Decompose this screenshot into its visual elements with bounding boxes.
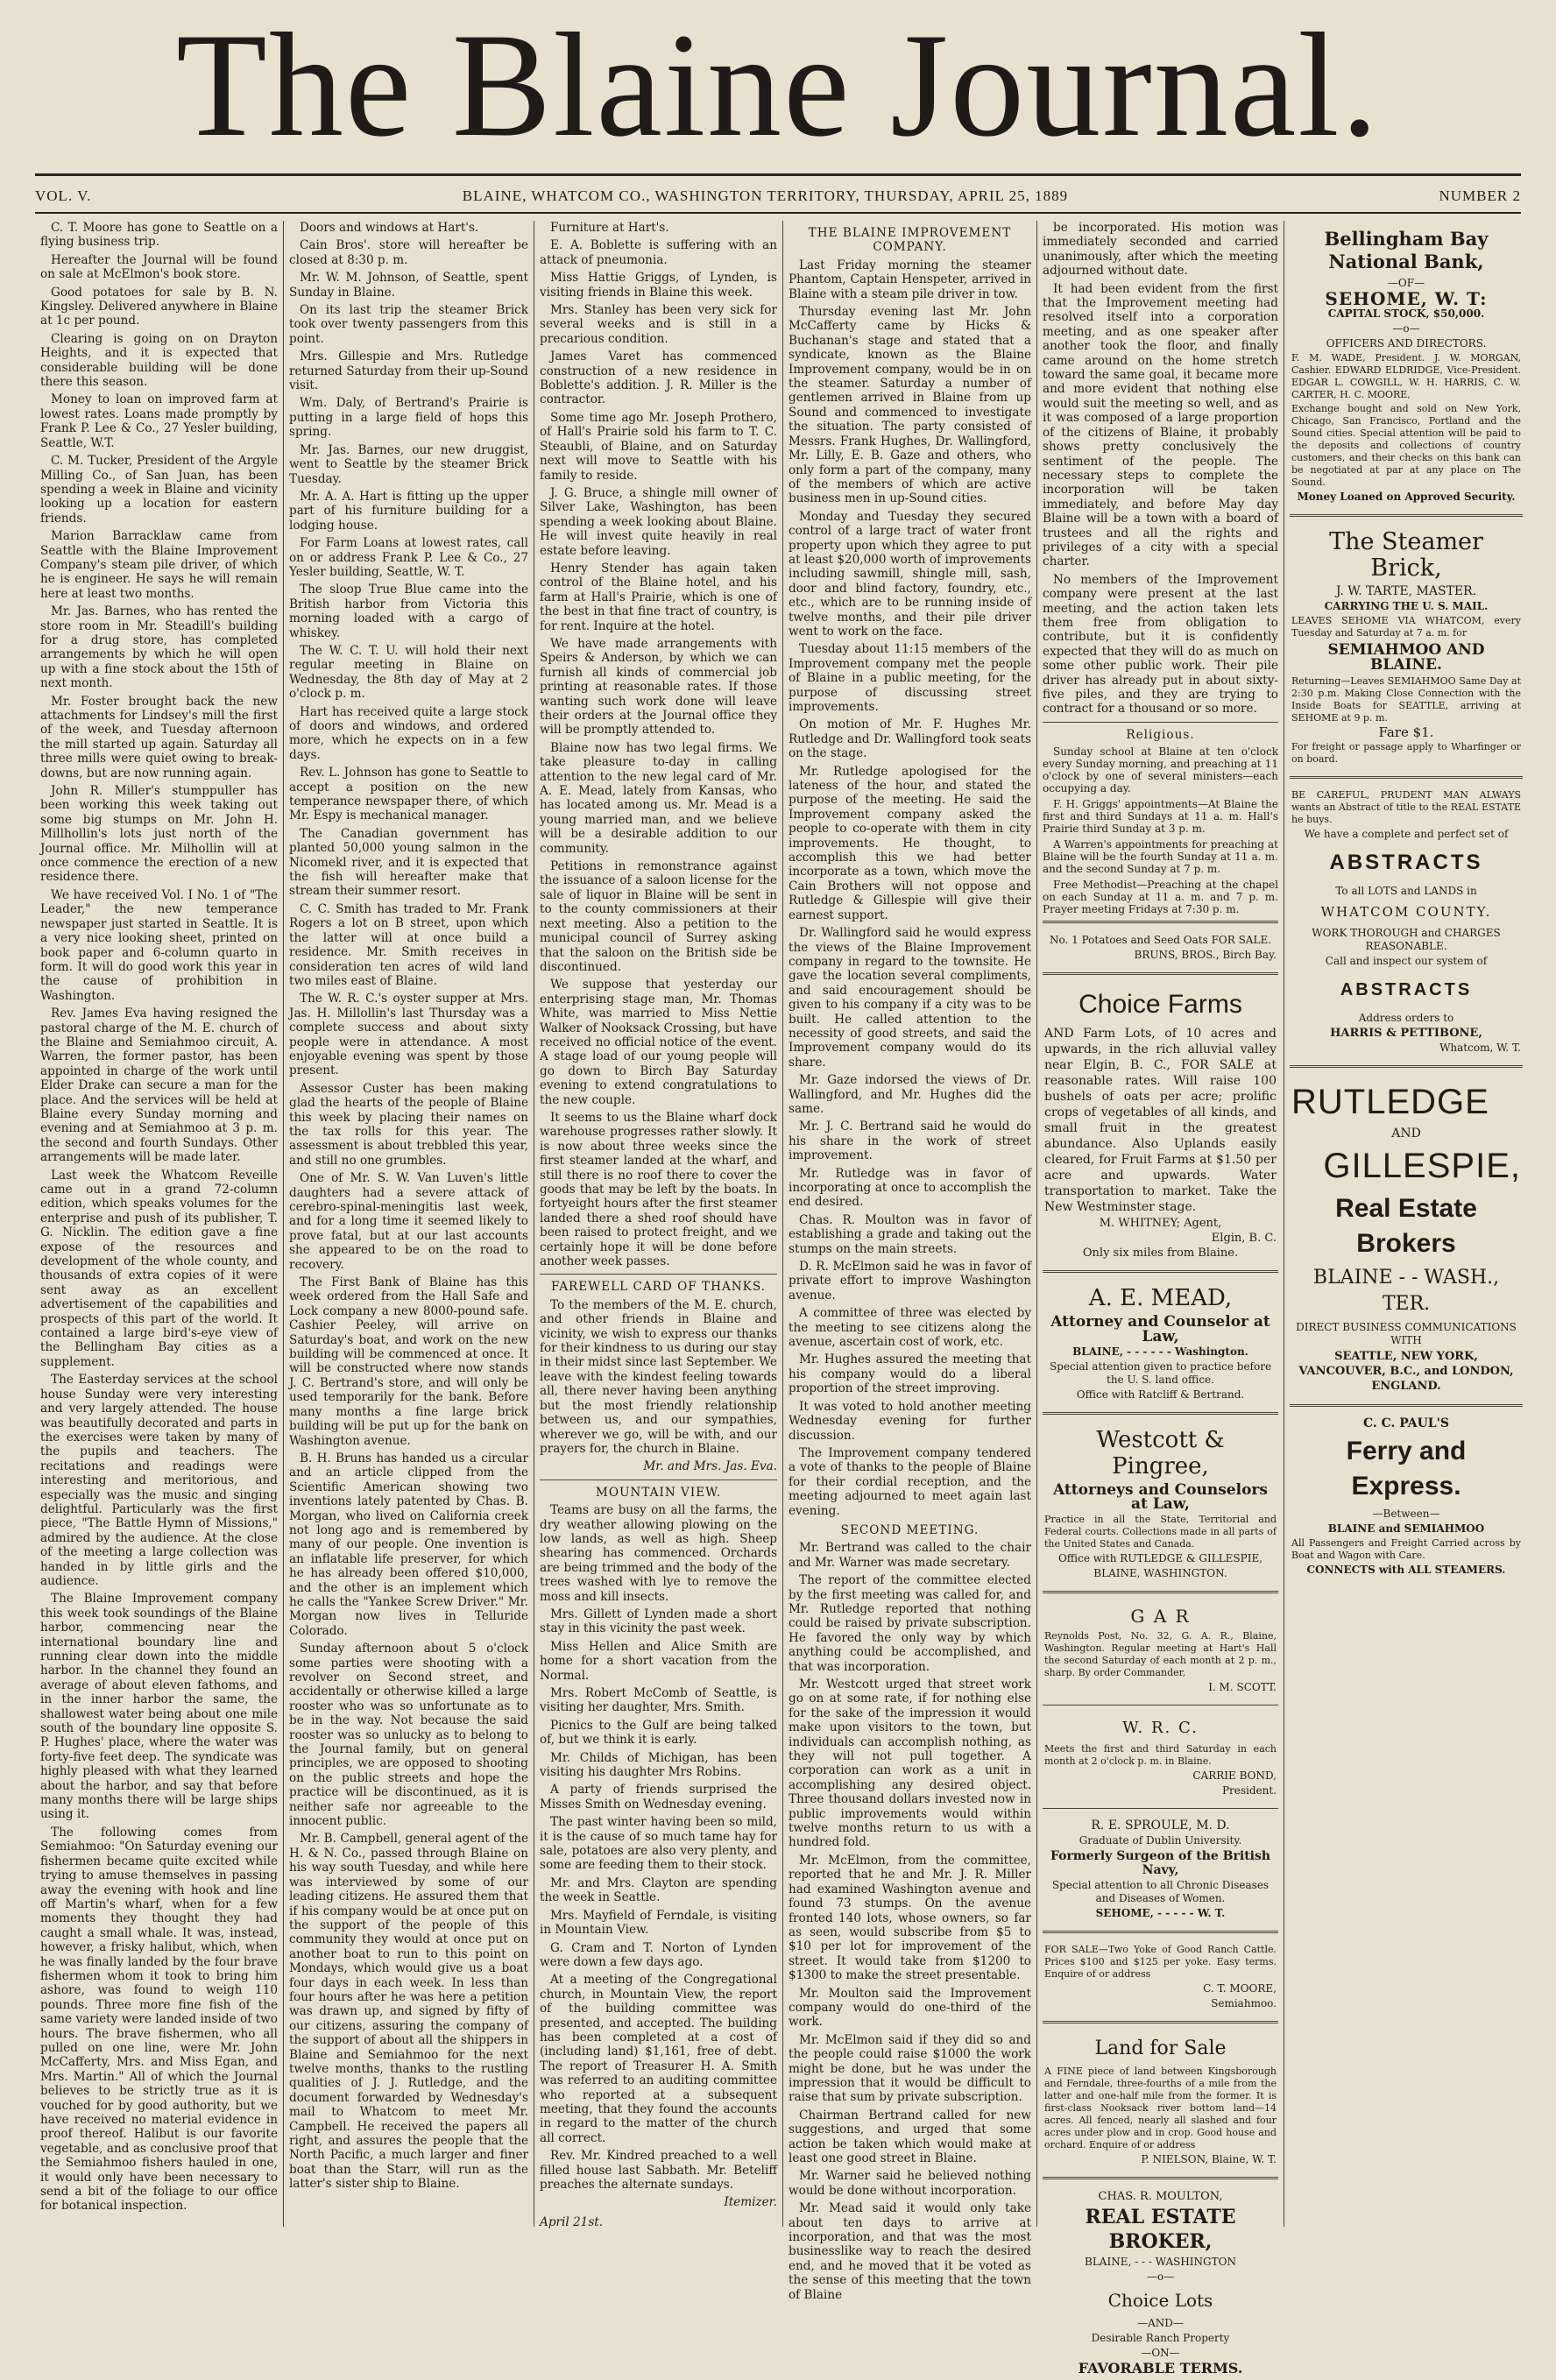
local-item: Clearing is going on on Drayton Heights, and it is expected that considerable building will be done there this season. xyxy=(40,331,278,390)
section-divider xyxy=(1043,1412,1278,1415)
abstracts-title: ABSTRACTS xyxy=(1329,851,1483,875)
article-paragraph: Mr. McElmon said if they did so and the people could raise $1000 the work might be done, but he was under the impression that it would be difficult to raise that sum by private subscription. xyxy=(789,2032,1031,2105)
paul-between: —Between— xyxy=(1372,1507,1440,1520)
mountain-view-item: Rev. Mr. Kindred preached to a well filled house last Sabbath. Mr. Beteliff preaches the alternate sundays. xyxy=(540,2149,777,2192)
local-item: The Easterday services at the school house Sunday were very interesting and very largely attended. The house was beautifully decorated and parts in the exercises were taken by many of the pupils and teachers. The recitations and readings were interesting and meritorious, and especially was the music and singing delightful. Particularly was the first piece, "The Battle Hymn of Missions," admired by the audience. At the close of the meeting a large collection was handed in by little girls and the audience. xyxy=(40,1373,278,1588)
moulton-card xyxy=(1043,2185,1278,2379)
article-paragraph: It was voted to hold another meeting Wednesday evening for further discussion. xyxy=(789,1399,1031,1443)
abstracts-work: WORK THOROUGH and CHARGES REASONABLE. xyxy=(1312,926,1501,952)
local-item: The sloop True Blue came into the British harbor from Victoria this morning loaded with a cargo of whiskey. xyxy=(289,583,528,640)
local-item: Miss Hattie Griggs, of Lynden, is visiting friends in Blaine this week. xyxy=(540,271,777,300)
local-item: Petitions in remonstrance against the issuance of a saloon license for the sale of liquor in Blaine will be sent in to the county commissioners at their next meeting. Also a petition to the municipal council of Surrey asking that the saloon on the British side be discontinued. xyxy=(540,859,777,974)
article-paragraph: Chas. R. Moulton was in favor of establishing a grade and taking out the stumps on the main streets. xyxy=(789,1212,1031,1256)
westcott-card xyxy=(1043,1420,1278,1585)
local-item: On its last trip the steamer Brick took over twenty passengers from this point. xyxy=(289,303,528,346)
land-signature: P. NIELSON, Blaine, W. T. xyxy=(1141,2153,1277,2166)
section-divider xyxy=(540,1274,777,1275)
bank-capital: CAPITAL STOCK, $50,000. xyxy=(1327,307,1485,321)
volume-label: VOL. V. xyxy=(35,187,92,204)
bank-officers-heading: OFFICERS AND DIRECTORS. xyxy=(1326,337,1487,350)
local-item: Doors and windows at Hart's. xyxy=(300,221,479,235)
moulton-on: —ON— xyxy=(1141,2347,1180,2360)
moulton-terms: FAVORABLE TERMS. xyxy=(1078,2360,1243,2377)
mountain-view-item: At a meeting of the Congregational church, in Mountain View, the report of the building committee was presented, and accepted. The building has been completed at a cost of (including land) $1,161, free of debt. The report of Treasurer H. A. Smith was referred to an auditing committee who reported at a subsequent meeting, that they found the accounts in regard to the matter of the church all correct. xyxy=(540,1973,777,2145)
column-1 xyxy=(35,221,284,2227)
local-item: Good potatoes for sale by B. N. Kingsley. Delivered anywhere in Blaine at 1c per pound. xyxy=(40,285,278,328)
mountain-view-item: G. Cram and T. Norton of Lynden were down a few days ago. xyxy=(540,1940,777,1969)
rg-place: BLAINE - - WASH., TER. xyxy=(1312,1266,1500,1315)
local-item: Mr. A. A. Hart is fitting up the upper part of his furniture building for a lodging house. xyxy=(289,489,528,533)
local-item: The W. C. T. U. will hold their next regular meeting in Blaine on Wednesday, the 8th day of May at 2 o'clock p. m. xyxy=(289,643,528,702)
choice-farms-agent: M. WHITNEY; Agent, xyxy=(1099,1217,1222,1231)
local-item: Hart has received quite a large stock of doors and windows, and ordered more, which he expects on in a few days. xyxy=(289,704,528,762)
card-of-thanks-text: To the members of the M. E. church, and other friends in Blaine and vicinity, we wish to express our thanks for their kindness to us during our stay in their midst since last September. We leave with the kindest feeling towards all, there never having been anything but the most friendly relationship between us, and our sympathies, wherever we go, will be with, and our prayers for, the church in Blaine. xyxy=(540,1297,777,1456)
local-item: One of Mr. S. W. Van Luven's little daughters had a severe attack of cerebro-spinal-meningitis last week, and for a long time it seemed likely to prove fatal, but at our last accounts she appeared to be on the road to recovery. xyxy=(289,1171,528,1272)
masthead-rule-top xyxy=(35,173,1521,176)
wrc-signature-name: CARRIE BOND, xyxy=(1192,1769,1277,1782)
local-item: Mrs. Stanley has been very sick for several weeks and is still in a precarious condition. xyxy=(540,303,777,346)
bank-text: Exchange bought and sold on New York, Chicago, San Francisco, Portland and the Sound cities. Special attention will be paid to the deposits and collections of country customers, and their checks on this bank can be negotiated at par at any place on The Sound. xyxy=(1291,403,1521,489)
bank-of: —OF— xyxy=(1387,277,1425,289)
masthead-rule-bottom xyxy=(35,212,1521,214)
local-item: C. T. Moore has gone to Seattle on a flying business trip. xyxy=(40,221,278,250)
column-2 xyxy=(284,221,534,2227)
religious-heading: Religious. xyxy=(1126,727,1195,742)
choice-farms-title: Choice Farms xyxy=(1079,990,1242,1020)
mountain-view-signature: Itemizer. xyxy=(724,2195,777,2210)
paul-connect: CONNECTS with ALL STEAMERS. xyxy=(1306,1563,1506,1576)
local-item: Money to loan on improved farm at lowest rates. Loans made promptly by Frank P. Lee & Co., 27 Yesler building, Seattle, W.T. xyxy=(40,392,278,450)
abstracts-firm: HARRIS & PETTIBONE, xyxy=(1330,1026,1482,1040)
mountain-view-item: The past winter having been so mild, it is the cause of so much tame hay for sale, potatoes are also very plenty, and some are feeding them to their stock. xyxy=(540,1815,777,1873)
section-divider xyxy=(1290,514,1523,517)
abstracts-address: Address orders to xyxy=(1358,1011,1454,1024)
local-item: The Canadian government has planted 50,000 young salmon in the Nicomekl river, and it is expected that the fish will hereafter make that stream their summer resort. xyxy=(289,826,528,899)
local-item: Henry Stender has again taken control of the Blaine hotel, and his farm at Hall's Prairie, which is one of the best in that fine tract of country, is for rent. Inquire at the hotel. xyxy=(540,561,777,633)
westcott-place: BLAINE, WASHINGTON. xyxy=(1093,1566,1227,1579)
local-item: B. H. Bruns has handed us a circular and an article clipped from the Scientific American showing two inventions lately patented by Chas. B. Morgan, who lived on California creek not long ago and is remembered by many of our people. One invention is an inflatable life preserver, for which he has already been offered $10,000, and the other is an implement which he calls the "Yankee Screw Driver." Mr. Morgan now lives in Telluride Colorado. xyxy=(289,1451,528,1638)
local-item: Hereafter the Journal will be found on sale at McElmon's book store. xyxy=(40,252,278,282)
wrc-notice xyxy=(1043,1711,1278,1802)
mountain-view-item: Mr. and Mrs. Clayton are spending the week in Seattle. xyxy=(540,1875,777,1905)
choice-farms-text: AND Farm Lots, of 10 acres and upwards, in the rich alluvial valley near Elgin, B. C., FOR SALE at reasonable rates. Will raise 100 bushels of oats per acre; prolific crops of vegetables of all kinds, and small fruit in the greatest abundance. Also Uplands easily cleared, for Fruit Farms at $1.50 per acre and upwards. Water transportation to market. Take the New Westminster stage. xyxy=(1044,1027,1277,1215)
rg-direct: DIRECT BUSINESS COMMUNICATIONS WITH xyxy=(1296,1320,1517,1346)
article-paragraph: Mr. Bertrand was called to the chair and Mr. Warner was made secretary. xyxy=(789,1541,1031,1570)
gar-title: G A R xyxy=(1130,1605,1191,1627)
rg-title: Real Estate Brokers xyxy=(1335,1193,1477,1258)
rg-cities: SEATTLE, NEW YORK, VANCOUVER, B.C., and LONDON, ENGLAND. xyxy=(1298,1349,1514,1393)
local-item: Last week the Whatcom Reveille came out in a grand 72-column edition, which speaks volumes for the enterprise and push of its publisher, T. G. Nicklin. The edition gave a fine expose of the resources and development of the whole county, and thousands of extra copies of it were sent away as an excellent advertisement of the capabilities and prospects of this part of the world. It contained a large bird's-eye view of the Bellingham Bay cities as a supplement. xyxy=(40,1168,278,1369)
wrc-text: Meets the first and third Saturday in each month at 2 o'clock p. m. in Blaine. xyxy=(1044,1742,1277,1767)
bank-place: SEHOME, W. T: xyxy=(1325,288,1488,309)
article-paragraph: Monday and Tuesday they secured control of a large tract of water front property upon which they agree to put at least $20,000 worth of improvements including sawmill, shingle mill, sash, door and blind factory, foundry, etc., etc., which are to be running inside of twelve months, and their pile driver went to work on the face. xyxy=(789,509,1031,639)
sproule-name: R. E. SPROULE, M. D. xyxy=(1091,1818,1230,1833)
local-item: C. M. Tucker, President of the Argyle Milling Co., of San Juan, has been spending a week in Blaine and vicinity looking up a location for eastern friends. xyxy=(40,454,278,526)
local-item: Mr. B. Campbell, general agent of the H. & N. Co., passed through Blaine on his way south Tuesday, and while here was interviewed by some of our leading citizens. He assured them that if his company would be at once put on the support of the people of this community they would at once put on another boat to run to this point on Mondays, which would give us a boat four days in each week. In less than four hours after he was here a petition was drawn up, and signed by fifty of our citizens, assuring the company of the support of about all the shippers in Blaine and Semiahmoo for the next twelve months, thanks to the rustling qualities of J. J. Rutledge, and the document forwarded by Wednesday's mail to Whatcom to meet Mr. Campbell. He received the papers all right, and assures the people that the North Pacific, a much larger and finer boat than the Starr, will run as the latter's sister ship to Blaine. xyxy=(289,1832,528,2192)
sproule-note: Special attention to all Chronic Diseases and Diseases of Women. xyxy=(1051,1879,1270,1905)
section-divider xyxy=(1043,2177,1278,2179)
bank-separator: —o— xyxy=(1392,322,1420,335)
bank-officers: F. M. WADE, President. J. W. MORGAN, Cashier. EDWARD ELDRIDGE, Vice-President. EDGAR L. COWGILL, W. H. HARRIS, C. W. CARTER, H. C. MOORE, xyxy=(1291,352,1521,401)
column-4 xyxy=(783,221,1037,2302)
steamer-freight: For freight or passage apply to Wharfinger or on board. xyxy=(1291,741,1521,766)
local-item: We suppose that yesterday our enterprising stage man, Mr. Thomas White, was married to Miss Nettie Walker of Nooksack Crossing, but have received no official notice of the event. A stage load of our young people will go down to Birch Bay Saturday evening to extend congratulations to the new couple. xyxy=(540,978,777,1107)
oxen-signature-place: Semiahmoo. xyxy=(1211,1997,1277,2010)
bank-ad xyxy=(1290,221,1523,509)
moulton-title: REAL ESTATE BROKER, xyxy=(1085,2206,1236,2254)
westcott-text: Practice in all the State, Territorial and Federal courts. Collections made in all parts of the United States and Canada. xyxy=(1044,1513,1277,1550)
mead-place: BLAINE, - - - - - - Washington. xyxy=(1072,1345,1248,1359)
rutledge-gillespie-ad xyxy=(1290,1073,1523,1399)
local-item: We have received Vol. I No. 1 of "The Leader," the new temperance newspaper just started in Seattle. It is a very nice looking sheet, printed on book paper and 6-column quarto in form. It will do good work this year in the cause of prohibition in Washington. xyxy=(40,887,278,1003)
abstracts-warning: BE CAREFUL, PRUDENT MAN ALWAYS wants an Abstract of title to the REAL ESTATE he buys. xyxy=(1291,789,1521,826)
local-item: It seems to us the Blaine wharf dock warehouse progresses rather slowly. It is now about three weeks since the first steamer landed at the wharf, and still there is no roof there to cover the goods that may be left by the boats. In fortyeight hours after the first steamer landed there a shed roof should have been raised to protect freight, and we certainly hope it will be done before another week passes. xyxy=(540,1110,777,1269)
mountain-view-item: Miss Hellen and Alice Smith are home for a short vacation from the Normal. xyxy=(540,1639,777,1683)
mead-office: Office with Ratcliff & Bertrand. xyxy=(1076,1388,1245,1402)
westcott-office: Office with RUTLEDGE & GILLESPIE, xyxy=(1057,1551,1263,1564)
section-divider xyxy=(1043,1931,1278,1933)
sproule-graduate: Graduate of Dublin University. xyxy=(1079,1833,1242,1847)
steamer-destination: SEMIAHMOO AND BLAINE. xyxy=(1327,641,1485,674)
local-item: Rev. L. Johnson has gone to Seattle to accept a position on the new temperance newspaper there, of which Mr. Espy is mechanical manager. xyxy=(289,766,528,823)
mead-title: Attorney and Counselor at Law, xyxy=(1050,1313,1270,1345)
local-item: E. A. Boblette is suffering with an attack of pneumonia. xyxy=(540,238,777,267)
column-3 xyxy=(534,221,783,2227)
religious-item: A Warren's appointments for preaching at Blaine will be the fourth Sunday at 11 a. m. and the second Sunday at 7 p. m. xyxy=(1043,838,1278,876)
local-item: Mrs. Gillespie and Mrs. Rutledge returned Saturday from their up-Sound visit. xyxy=(289,350,528,393)
article-paragraph: Thursday evening last Mr. John McCafferty came by Hicks & Buchanan's stage and stated that a syndicate, known as the Blaine Improvement company, would be in on the steamer. Saturday a number of gentlemen arrived in Blaine from up Sound and commenced to investigate the situation. The party consisted of Messrs. Frank Hughes, Dr. Wallingford, Mr. Lilly, E. B. Gaze and others, who only form a part of the company, many of the members of which are active business men in up-Sound cities. xyxy=(789,305,1031,506)
gar-signature: I. M. SCOTT. xyxy=(1208,1681,1277,1694)
oxen-text: FOR SALE—Two Yoke of Good Ranch Cattle. Prices $100 and $125 per yoke. Easy terms. Enquire of or address xyxy=(1044,1944,1277,1981)
article-paragraph: Mr. Gaze indorsed the views of Dr. Wallingford, and Mr. Hughes did the same. xyxy=(789,1073,1031,1116)
mountain-view-item: Mrs. Mayfield of Ferndale, is visiting in Mountain View. xyxy=(540,1908,777,1938)
mountain-view-item: Mr. Childs of Michigan, has been visiting his daughter Mrs Robins. xyxy=(540,1750,777,1780)
westcott-name: Westcott & Pingree, xyxy=(1096,1427,1225,1480)
oxen-signature-name: C. T. MOORE, xyxy=(1203,1982,1277,1995)
local-item: Mr. W. M. Johnson, of Seattle, spent Sunday in Blaine. xyxy=(289,271,528,300)
article-paragraph: D. R. McElmon said he was in favor of private effort to improve Washington avenue. xyxy=(789,1260,1031,1303)
section-divider xyxy=(1043,1591,1278,1593)
local-item: Marion Barracklaw came from Seattle with the Blaine Improvement Company's steam pile driver, of which he is engineer. He says he will remain here at least two months. xyxy=(40,529,278,601)
article-paragraph: Mr. Moulton said the Improvement company would do one-third of the work. xyxy=(789,1986,1031,2030)
potato-ad xyxy=(1043,929,1278,967)
sproule-card xyxy=(1043,1814,1278,1926)
wrc-signature-title: President. xyxy=(1221,1783,1277,1797)
religious-item: Free Methodist—Preaching at the chapel on each Sunday at 11 a. m. and 7 p. m. Prayer meeting Fridays at 7:30 p. m. xyxy=(1043,879,1278,916)
rg-name-1: RUTLEDGE xyxy=(1291,1082,1489,1121)
section-divider xyxy=(1043,1270,1278,1273)
section-divider xyxy=(1043,722,1278,723)
mead-name: A. E. MEAD, xyxy=(1088,1285,1233,1312)
land-text: A FINE piece of land between Kingsborough and Ferndale, three-fourths of a mile from the latter and one-half mile from the former. It is first-class Nooksack river bottom land—14 acres. All fenced, nearly all slashed and four acres under plow and in crop. Good house and orchard. Enquire of or address xyxy=(1044,2066,1277,2151)
local-item: The Blaine Improvement company this week took soundings of the Blaine harbor, commencing near the international boundary line and running clear down into the middle harbor. In the channel they found an average of about eleven fathoms, and in the inner harbor the same, the shallowest water being about one mile south of the boundary line opposite S. P. Hughes' place, where the water was forty-five feet deep. The syndicate was highly pleased with what they learned about the harbor, and say that before many months there will be large ships using it. xyxy=(40,1592,278,1822)
steamer-ad xyxy=(1290,522,1523,771)
local-item: Some time ago Mr. Joseph Prothero, of Hall's Prairie sold his farm to T. C. Steaubli, of Blaine, and on Saturday next will move to Seattle with his family to reside. xyxy=(540,410,777,483)
local-item: Mr. Foster brought back the new attachments for Lindsey's mill the first of the week, and Tuesday afternoon the mill started up again. Saturday all three mills were quiet owing to break-downs, but are now running again. xyxy=(40,694,278,780)
section-divider xyxy=(1043,921,1278,923)
paul-title: Ferry and Express. xyxy=(1346,1436,1467,1501)
moulton-separator: —o— xyxy=(1146,2271,1175,2284)
sproule-place: SEHOME, - - - - - W. T. xyxy=(1095,1907,1226,1920)
article-paragraph: be incorporated. His motion was immediately seconded and carried unanimously, after which the meeting adjourned without date. xyxy=(1043,221,1278,279)
abstracts-to: To all LOTS and LANDS in xyxy=(1335,885,1477,898)
article-paragraph: Mr. Rutledge apologised for the lateness of the hour, and stated the purpose of the meeting. He said the Improvement company asked the people to co-operate with them in city improvements. He thought, to accomplish this we had better incorporate as a town, which move the Cain Brothers will not oppose and Rutledge & Gillespie will give their earnest support. xyxy=(789,764,1031,922)
steamer-master: J. W. TARTE, MASTER. xyxy=(1335,584,1477,599)
abstracts-title-2: ABSTRACTS xyxy=(1340,979,1473,999)
abstracts-call: Call and inspect our system of xyxy=(1325,954,1488,967)
gar-notice xyxy=(1043,1599,1278,1699)
mountain-view-heading: MOUNTAIN VIEW. xyxy=(595,1485,722,1500)
choice-farms-note: Only six miles from Blaine. xyxy=(1082,1246,1239,1261)
article-paragraph: Last Friday morning the steamer Phantom, Captain Henspeter, arrived in Blaine with a steam pile driver in tow. xyxy=(789,258,1031,301)
place-date: BLAINE, WHATCOM CO., WASHINGTON TERRITORY, THURSDAY, APRIL 25, 1889 xyxy=(462,187,1069,204)
section-divider xyxy=(1043,1808,1278,1809)
local-item: Furniture at Hart's. xyxy=(550,221,669,235)
abstracts-place: Whatcom, W. T. xyxy=(1439,1041,1521,1054)
local-item: John R. Miller's stumppuller has been working this week taking out some big stumps on Mr. John H. Millhollin's lots just north of the Journal office. Mr. Milhollin will at once commence the erection of a new residence there. xyxy=(40,784,278,885)
mead-note: Special attention given to practice before the U. S. land office. xyxy=(1049,1360,1272,1387)
article-paragraph: No members of the Improvement company were present at the last meeting, and the action taken lets them free from obligation to contribute, but it is confidently expected that they will do as much on some other public work. Their pile driver has already put in about sixty-five piles, and they are trying to contract for a thousand or so more. xyxy=(1043,572,1278,717)
local-item: James Varet has commenced construction of a new residence in Boblette's addition. J. R. Miller is the contractor. xyxy=(540,350,777,407)
mountain-view-item: Picnics to the Gulf are being talked of, but we think it is early. xyxy=(540,1718,777,1748)
local-item: The following comes from Semiahmoo: "On Saturday evening our fishermen became quite excited while trying to amuse themselves in passing away the evening with hook and line off Martin's wharf, when for a few moments they thought they had caught a small whale. It was, instead, however, a frisky halibut, which, when he was finally landed by the four brave fishermen whom it took to bring him ashore, was found to weigh 110 pounds. Three more fine fish of the same variety were landed inside of two hours. The brave fishermen, who all pulled on one line, were Mr. John McCafferty, Mrs. and Miss Egan, and Mrs. Martin." All of which the Journal believes to be strictly true as it is vouched for by good authority, but we have received no material evidence in proof thereof. Halibut is our favorite vegetable, and as conclusive proof that the Semiahmoo fishers hauled in one, it would only have been necessary to send a bit of the foliage to our office for botanical inspection. xyxy=(40,1825,278,2214)
local-item: Assessor Custer has been making glad the hearts of the people of Blaine this week by placing their names on the tax rolls for this year. The assessment is about trebbled this year, and still no one grumbles. xyxy=(289,1081,528,1168)
paul-route: BLAINE and SEMIAHMOO xyxy=(1327,1522,1485,1535)
mountain-view-item: Mrs. Robert McComb of Seattle, is visiting her daughter, Mrs. Smith. xyxy=(540,1686,777,1715)
wrc-title: W. R. C. xyxy=(1122,1719,1199,1738)
improvement-company-heading: THE BLAINE IMPROVEMENT COMPANY. xyxy=(808,226,1012,255)
steamer-schedule: LEAVES SEHOME VIA WHATCOM, every Tuesday and Saturday at 7 a. m. for xyxy=(1291,615,1521,639)
section-divider xyxy=(1043,972,1278,975)
second-meeting-heading: SECOND MEETING. xyxy=(840,1522,980,1537)
article-paragraph: A committee of three was elected by the meeting to see citizens along the avenue, ascertain cost of work, etc. xyxy=(789,1306,1031,1350)
column-6 xyxy=(1284,221,1528,2227)
dateline xyxy=(35,186,1521,207)
local-item: Rev. James Eva having resigned the pastoral charge of the M. E. church of the Blaine and Semiahmoo circuit, A. Warren, the former pastor, has been appointed in charge of the work until Elder Drake can secure a man for the place. And the services will be held at Blaine every Sunday morning and evening and at Semiahmoo at 3 p. m. the second and fourth Sundays. Other arrangements will be made later. xyxy=(40,1006,278,1165)
moulton-ranch: Desirable Ranch Property xyxy=(1091,2332,1230,2345)
local-item: Blaine now has two legal firms. We take pleasure to-day in calling attention to the new legal card of Mr. A. E. Mead, lately from Kansas, who has located among us. Mr. Mead is a young married man, and we believe will be a desirable addition to our community. xyxy=(540,740,777,856)
potato-ad-signature: BRUNS, BROS., Birch Bay. xyxy=(1134,949,1277,962)
card-of-thanks-signature: Mr. and Mrs. Jas. Eva. xyxy=(643,1459,777,1474)
rg-and: AND xyxy=(1391,1126,1421,1141)
westcott-title: Attorneys and Counselors at Law, xyxy=(1053,1481,1268,1514)
article-paragraph: On motion of Mr. F. Hughes Mr. Rutledge and Dr. Wallingford took seats on the stage. xyxy=(789,717,1031,761)
bank-title: Bellingham Bay National Bank, xyxy=(1324,228,1489,272)
choice-farms-place: Elgin, B. C. xyxy=(1211,1232,1277,1246)
article-paragraph: Mr. J. C. Bertrand said he would do his share in the work of street improvement. xyxy=(789,1119,1031,1163)
card-of-thanks-heading: FAREWELL CARD OF THANKS. xyxy=(550,1280,766,1295)
paul-ferry-ad xyxy=(1290,1412,1523,1582)
article-paragraph: Mr. Westcott urged that street work go on at some rate, if for nothing else for the sake of the impression it would make upon visitors to the town, but individuals can accomplish nothing, as they will not pull together. A corporation can work as a unit in accomplishing any desired object. Three thousand dollars invested now in public improvements would within twelve months return to us with a hundred fold. xyxy=(789,1677,1031,1850)
article-paragraph: Tuesday about 11:15 members of the Improvement company met the people of Blaine in a public meeting, for the purpose of discussing street improvements. xyxy=(789,642,1031,714)
mountain-view-item: Mrs. Gillett of Lynden made a short stay in this vicinity the past week. xyxy=(540,1607,777,1636)
article-paragraph: Dr. Wallingford said he would express the views of the Blaine Improvement company in regard to the townsite. He gave the location several compliments, and said encouragement should be given to his company if a city was to be built. He called attention to the necessity of good streets, and said the Improvement company would do its share. xyxy=(789,926,1031,1070)
article-paragraph: Mr. Hughes assured the meeting that his company would do a liberal proportion of the street improving. xyxy=(789,1352,1031,1396)
section-divider xyxy=(1043,1705,1278,1706)
paul-text: All Passengers and Freight Carried across by Boat and Wagon with Care. xyxy=(1291,1536,1521,1561)
gar-text: Reynolds Post, No. 32, G. A. R., Blaine, Washington. Regular meeting at Hart's Hall the second Saturday of each month at 2 p. m., sharp. By order Commander, xyxy=(1044,1630,1277,1679)
masthead: The Blaine Journal. xyxy=(175,3,1380,167)
steamer-return: Returning—Leaves SEMIAHMOO Same Day at 2:30 p.m. Making Close Connection with the Inside Boats for SEATTLE, arriving at SEHOME at 9 p. m. xyxy=(1291,675,1521,724)
article-paragraph: The Improvement company tendered a vote of thanks to the people of Blaine for their cordial reception, and the meeting adjourned to meet again last evening. xyxy=(789,1445,1031,1518)
local-item: Cain Bros'. store will hereafter be closed at 8:30 p. m. xyxy=(289,238,528,267)
local-item: Wm. Daly, of Bertrand's Prairie is putting in a large field of hops this spring. xyxy=(289,396,528,440)
rg-name-2: GILLESPIE, xyxy=(1323,1146,1521,1185)
section-divider xyxy=(1290,1404,1523,1407)
steamer-fare: Fare $1. xyxy=(1378,724,1434,741)
paul-name: C. C. PAUL'S xyxy=(1362,1416,1450,1430)
article-paragraph: Mr. Warner said he believed nothing would be done without incorporation. xyxy=(789,2169,1031,2198)
mead-card xyxy=(1043,1278,1278,1407)
article-paragraph: The report of the committee elected by the first meeting was called for, and Mr. Rutledge reported that nothing could be raised by private subscription. He favored the only way by which anything could be accomplished, and that was incorporation. xyxy=(789,1573,1031,1674)
abstracts-county: WHATCOM COUNTY. xyxy=(1320,904,1492,921)
local-item: The W. R. C.'s oyster supper at Mrs. Jas. H. Millollin's last Thursday was a complete success and about sixty people were in attendance. A most enjoyable evening was spent by those present. xyxy=(289,992,528,1078)
land-ad xyxy=(1043,2029,1278,2172)
section-divider xyxy=(1290,776,1523,779)
moulton-and: —AND— xyxy=(1137,2317,1184,2330)
local-item: The First Bank of Blaine has this week ordered from the Hall Safe and Lock company a new 8000-pound safe. Cashier Peeley, will arrive on Saturday's boat, and work on the new building will be commenced at once. It will be constructed where now stands J. C. Bertrand's store, and will only be used temporarily for the bank. Before many months a fine large brick building will be put up for the bank on Washington avenue. xyxy=(289,1275,528,1448)
moulton-place: BLAINE, - - - WASHINGTON xyxy=(1085,2256,1236,2269)
section-divider xyxy=(1290,1065,1523,1068)
mountain-view-date: April 21st. xyxy=(540,2214,604,2229)
religious-item: Sunday school at Blaine at ten o'clock every Sunday morning, and preaching at 11 o'clock by one of several ministers—each occupying a day. xyxy=(1043,745,1278,795)
article-paragraph: Chairman Bertrand called for new suggestions, and urged that some action be taken which would make at least one good street in Blaine. xyxy=(789,2108,1031,2165)
local-item: Sunday afternoon about 5 o'clock some parties were shooting with a revolver on Second street, and accidentally or otherwise killed a large rooster who was so unfortunate as to be in the way. Not because the said rooster was so unlucky as to belong to the Journal family, but on general principles, we are opposed to shooting on the public streets and hope the practice will be discontinued, as it is neither safe nor agreeable to the innocent public. xyxy=(289,1642,528,1829)
mountain-view-item: Teams are busy on all the farms, the dry weather allowing plowing on the low lands, as well as high. Sheep shearing has commenced. Orchards are being trimmed and the body of the trees washed with lye to remove the moss and kill insects. xyxy=(540,1503,777,1604)
choice-farms-ad xyxy=(1043,980,1278,1265)
abstracts-ad xyxy=(1290,784,1523,1059)
section-divider xyxy=(1043,2021,1278,2023)
column-5 xyxy=(1037,221,1284,2377)
article-paragraph: It had been evident from the first that the Improvement meeting had resolved itself into a corporation meeting, and as one speaker after another took the floor, and finally came around on the home stretch toward the same goal, it became more and more evident that nothing else would suit the meeting so well, and as it was composed of a large proportion of the citizens of Blaine, it probably shows pretty conclusively the sentiment of the people. The necessary steps to complete the incorporation will be taken immediately, and before May day Blaine will be a town with a board of trustees and all the rights and privileges of a city with a special charter. xyxy=(1043,281,1278,569)
article-paragraph: Mr. Mead said it would only take about ten days to arrive at incorporation, and that was the most businesslike way to reach the desired end, and he moved that it be voted as the sense of this meeting that the town of Blaine xyxy=(789,2201,1031,2302)
local-item: For Farm Loans at lowest rates, call on or address Frank P. Lee & Co., 27 Yesler building, Seattle, W. T. xyxy=(289,536,528,579)
bank-loans: Money Loaned on Approved Security. xyxy=(1297,491,1516,504)
sproule-title: Formerly Surgeon of the British Navy, xyxy=(1050,1848,1271,1878)
abstracts-intro: We have a complete and perfect set of xyxy=(1304,828,1509,841)
religious-item: F. H. Griggs' appointments—At Blaine the first and third Sundays at 11 a. m. Hall's Prairie third Sunday at 3 p. m. xyxy=(1043,798,1278,836)
oxen-ad xyxy=(1043,1939,1278,2016)
steamer-mail: CARRYING THE U. S. MAIL. xyxy=(1324,600,1489,613)
article-paragraph: Mr. McElmon, from the committee, reported that he and Mr. J. R. Miller had examined Washington avenue and found 73 stumps. On the avenue fronted 140 lots, whose owners, so far as seen, would subscribe from $5 to $10 per lot for improvement of the street. It would take from $1200 to $1300 to make the street presentable. xyxy=(789,1853,1031,1983)
land-title: Land for Sale xyxy=(1094,2037,1227,2060)
local-item: C. C. Smith has traded to Mr. Frank Rogers a lot on B street, upon which the latter will at once build a residence. Mr. Smith receives in consideration ten acres of wild land two miles east of Blaine. xyxy=(289,901,528,988)
steamer-title: The Steamer Brick, xyxy=(1329,528,1483,583)
local-item: Mr. Jas. Barnes, our new druggist, went to Seattle by the steamer Brick Tuesday. xyxy=(289,442,528,486)
local-item: J. G. Bruce, a shingle mill owner of Silver Lake, Washington, has been spending a week looking about Blaine. He will invest quite heavily in real estate before leaving. xyxy=(540,485,777,558)
potato-ad-text: No. 1 Potatoes and Seed Oats FOR SALE. xyxy=(1049,934,1272,947)
moulton-name: CHAS. R. MOULTON, xyxy=(1098,2190,1223,2204)
local-item: We have made arrangements with Speirs & Anderson, by which we can furnish all kinds of commercial job printing at reasonable rates. If those wanting such work done will leave their orders at the Journal office they will be promptly attended to. xyxy=(540,636,777,738)
issue-number: NUMBER 2 xyxy=(1439,187,1521,204)
mountain-view-item: A party of friends surprised the Misses Smith on Wednesday evening. xyxy=(540,1783,777,1811)
local-item: Mr. Jas. Barnes, who has rented the store room in Mr. Steadill's building for a drug store, has completed arrangements by which he will open up with a fine stock about the 15th of next month. xyxy=(40,604,278,691)
columns xyxy=(35,221,1528,2377)
moulton-lots: Choice Lots xyxy=(1107,2290,1213,2312)
article-paragraph: Mr. Rutledge was in favor of incorporating at once to accomplish the end desired. xyxy=(789,1166,1031,1210)
